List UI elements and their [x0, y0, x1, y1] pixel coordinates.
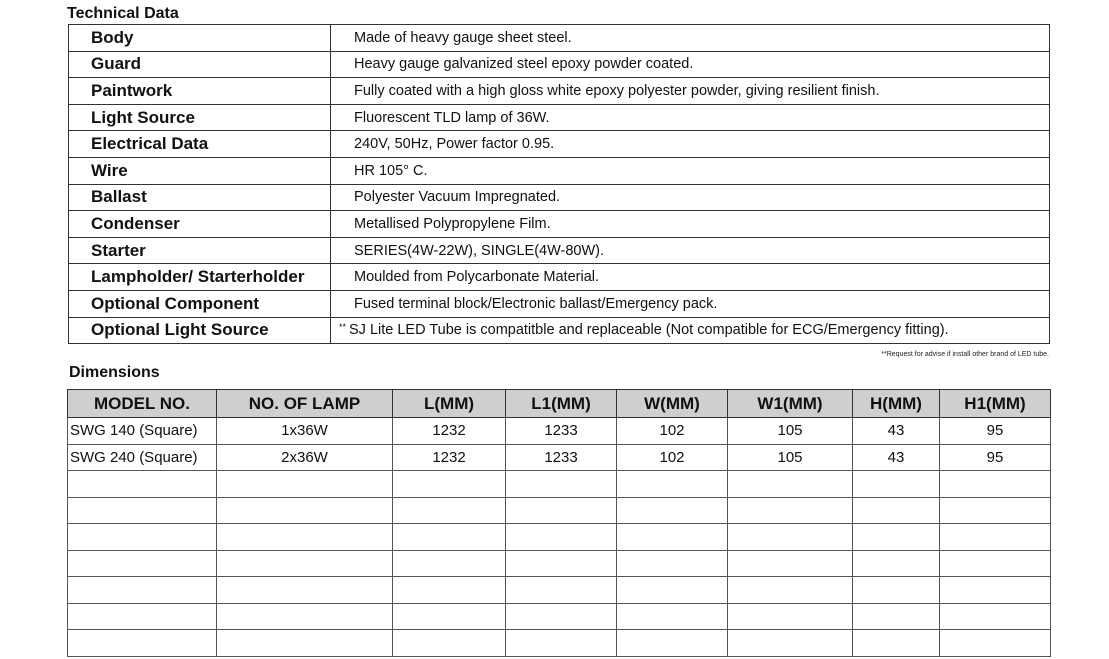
table-cell	[940, 603, 1051, 630]
table-cell	[940, 577, 1051, 604]
table-cell: 1232	[393, 418, 506, 445]
table-cell: 1x36W	[217, 418, 393, 445]
technical-label: Optional Light Source	[69, 317, 331, 344]
table-cell	[853, 524, 940, 551]
technical-value-text: Heavy gauge galvanized steel epoxy powder coated.	[354, 56, 694, 73]
table-cell: 95	[940, 418, 1051, 445]
technical-value	[331, 317, 1050, 344]
technical-row	[69, 317, 1050, 344]
table-cell	[68, 577, 217, 604]
column-header: W(MM)	[617, 390, 728, 418]
table-cell: 1232	[393, 444, 506, 471]
table-row	[68, 471, 1051, 498]
table-row	[68, 603, 1051, 630]
technical-row	[69, 131, 1050, 158]
table-cell: 95	[940, 444, 1051, 471]
technical-value	[331, 184, 1050, 211]
table-cell	[68, 550, 217, 577]
column-header: W1(MM)	[728, 390, 853, 418]
technical-label: Wire	[69, 157, 331, 184]
technical-label: Paintwork	[69, 78, 331, 105]
table-cell	[940, 630, 1051, 657]
table-cell	[68, 471, 217, 498]
table-cell: 43	[853, 444, 940, 471]
table-cell	[393, 603, 506, 630]
technical-value	[331, 25, 1050, 52]
technical-value-text: Moulded from Polycarbonate Material.	[354, 269, 600, 286]
table-row	[68, 444, 1051, 471]
table-cell	[217, 550, 393, 577]
technical-value-text: 240V, 50Hz, Power factor 0.95.	[354, 136, 555, 153]
table-cell	[617, 497, 728, 524]
table-cell: 102	[617, 444, 728, 471]
technical-value-text: Polyester Vacuum Impregnated.	[354, 189, 561, 206]
technical-value	[331, 290, 1050, 317]
technical-row	[69, 157, 1050, 184]
table-row	[68, 497, 1051, 524]
table-cell	[728, 577, 853, 604]
table-row	[68, 418, 1051, 445]
technical-value-text: SJ Lite LED Tube is compatitble and replaceable (Not compatible for ECG/Emergency fitting).	[349, 322, 949, 339]
table-cell	[393, 524, 506, 551]
table-cell	[217, 524, 393, 551]
technical-value	[331, 157, 1050, 184]
technical-row	[69, 290, 1050, 317]
table-cell	[68, 524, 217, 551]
table-cell	[393, 471, 506, 498]
column-header: MODEL NO.	[68, 390, 217, 418]
table-row	[68, 577, 1051, 604]
table-cell	[393, 497, 506, 524]
table-cell: 102	[617, 418, 728, 445]
table-cell: 2x36W	[217, 444, 393, 471]
technical-row	[69, 264, 1050, 291]
table-cell	[217, 603, 393, 630]
table-cell	[506, 524, 617, 551]
table-cell	[853, 577, 940, 604]
technical-value-text: HR 105° C.	[354, 162, 428, 179]
dimensions-table	[67, 389, 1051, 657]
technical-value-text: Fluorescent TLD lamp of 36W.	[354, 109, 550, 126]
technical-row	[69, 25, 1050, 52]
table-cell	[728, 497, 853, 524]
table-cell	[617, 471, 728, 498]
technical-row	[69, 51, 1050, 78]
table-row	[68, 550, 1051, 577]
technical-label: Light Source	[69, 104, 331, 131]
table-cell	[940, 471, 1051, 498]
column-header: H1(MM)	[940, 390, 1051, 418]
table-cell: SWG 140 (Square)	[68, 418, 217, 445]
table-cell	[506, 471, 617, 498]
table-cell	[853, 550, 940, 577]
column-header: NO. OF LAMP	[217, 390, 393, 418]
technical-label: Optional Component	[69, 290, 331, 317]
table-cell	[728, 630, 853, 657]
technical-label: Guard	[69, 51, 331, 78]
table-cell	[728, 603, 853, 630]
technical-value	[331, 78, 1050, 105]
technical-value	[331, 104, 1050, 131]
technical-value-text: Fully coated with a high gloss white epoxy polyester powder, giving resilient finish.	[354, 82, 880, 99]
table-cell	[217, 497, 393, 524]
table-cell: 43	[853, 418, 940, 445]
table-cell: 105	[728, 418, 853, 445]
table-cell	[617, 550, 728, 577]
table-cell	[940, 550, 1051, 577]
table-cell	[728, 524, 853, 551]
table-cell	[853, 471, 940, 498]
led-tube-note: **Request for advise if install other brand of LED tube.	[881, 351, 1049, 358]
technical-row	[69, 104, 1050, 131]
table-cell	[393, 630, 506, 657]
technical-label: Electrical Data	[69, 131, 331, 158]
technical-row	[69, 237, 1050, 264]
table-cell	[506, 630, 617, 657]
technical-row	[69, 184, 1050, 211]
table-cell	[853, 497, 940, 524]
table-cell	[68, 630, 217, 657]
technical-label: Condenser	[69, 211, 331, 238]
footnote-mark: **	[339, 322, 347, 333]
table-cell	[940, 497, 1051, 524]
table-cell	[393, 577, 506, 604]
technical-row	[69, 78, 1050, 105]
table-cell	[217, 577, 393, 604]
table-cell	[617, 603, 728, 630]
table-cell	[506, 550, 617, 577]
table-cell	[728, 471, 853, 498]
technical-value	[331, 211, 1050, 238]
technical-value-text: Fused terminal block/Electronic ballast/Emergency pack.	[354, 295, 718, 312]
table-cell: SWG 240 (Square)	[68, 444, 217, 471]
technical-data-table	[68, 24, 1050, 344]
table-cell	[217, 630, 393, 657]
table-cell	[617, 524, 728, 551]
table-cell	[853, 603, 940, 630]
table-cell	[853, 630, 940, 657]
column-header: L(MM)	[393, 390, 506, 418]
technical-label: Lampholder/ Starterholder	[69, 264, 331, 291]
table-cell	[617, 577, 728, 604]
table-cell	[506, 577, 617, 604]
table-cell	[506, 603, 617, 630]
table-cell: 1233	[506, 418, 617, 445]
table-cell	[940, 524, 1051, 551]
table-cell	[728, 550, 853, 577]
technical-value	[331, 131, 1050, 158]
dimensions-header-row	[68, 390, 1051, 418]
dimensions-title: Dimensions	[69, 364, 160, 381]
column-header: H(MM)	[853, 390, 940, 418]
table-cell: 1233	[506, 444, 617, 471]
table-cell	[68, 497, 217, 524]
table-cell	[617, 630, 728, 657]
technical-row	[69, 211, 1050, 238]
technical-data-title: Technical Data	[67, 5, 179, 22]
technical-value-text: Made of heavy gauge sheet steel.	[354, 29, 572, 46]
table-cell	[393, 550, 506, 577]
technical-label: Ballast	[69, 184, 331, 211]
technical-label: Body	[69, 25, 331, 52]
technical-value	[331, 237, 1050, 264]
technical-value-text: SERIES(4W-22W), SINGLE(4W-80W).	[354, 242, 605, 259]
table-cell	[68, 603, 217, 630]
technical-value	[331, 264, 1050, 291]
technical-value-text: Metallised Polypropylene Film.	[354, 215, 551, 232]
technical-value	[331, 51, 1050, 78]
table-cell	[217, 471, 393, 498]
table-cell	[506, 497, 617, 524]
column-header: L1(MM)	[506, 390, 617, 418]
technical-label: Starter	[69, 237, 331, 264]
table-cell: 105	[728, 444, 853, 471]
table-row	[68, 524, 1051, 551]
table-row	[68, 630, 1051, 657]
